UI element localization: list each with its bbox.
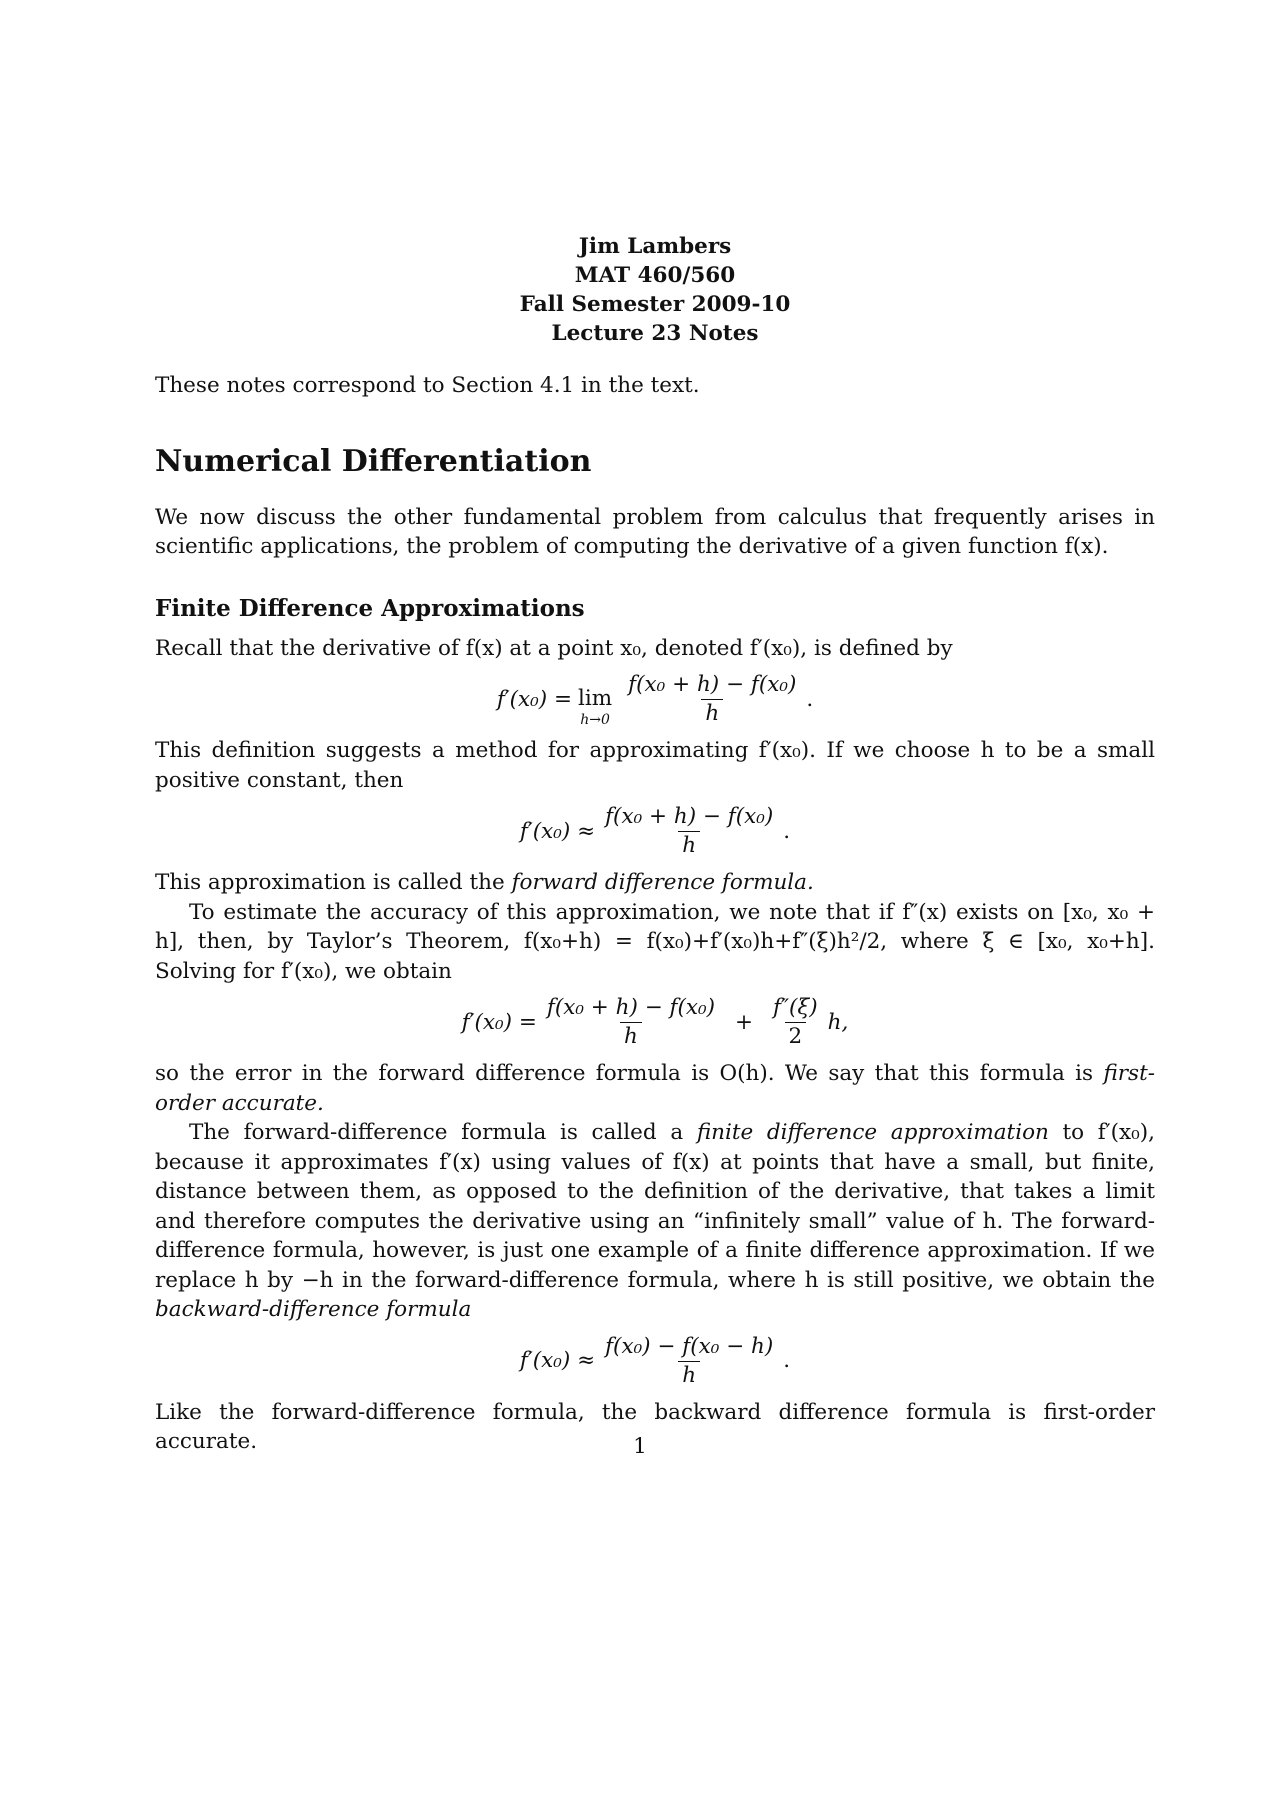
eq3-numerator-2: f″(ξ)	[773, 995, 818, 1020]
error-order-paragraph	[155, 1059, 1155, 1118]
eq1-end: .	[806, 686, 814, 712]
title-block	[155, 232, 1155, 348]
eq1-lim-operator: lim	[578, 685, 613, 711]
eq4-denominator: h	[678, 1361, 700, 1390]
p6-text-b: to f′(x₀), because it approximates f′(x) using values of f(x) at points that have a small, but finite, distance between them, as opposed to the definition of the derivative, that takes a limit and therefore computes the derivative using an “infinitely small” value of h. The forward-difference formula, however, is just one example of a finite difference approximation. If we replace h by −h in the forward-difference formula, where h is still positive, we obtain the	[155, 1120, 1155, 1293]
eq4-numerator: f(x₀) − f(x₀ − h)	[605, 1333, 774, 1359]
forward-difference-paragraph	[155, 868, 1155, 898]
backward-accuracy-paragraph: Like the forward-difference formula, the backward difference formula is first-order accurate.	[155, 1399, 1155, 1454]
section-intro-paragraph: We now discuss the other fundamental problem from calculus that frequently arises in scientific applications, the problem of computing the derivative of a given function f(x).	[155, 504, 1155, 559]
eq2-end: .	[783, 818, 791, 844]
eq4-end: .	[783, 1348, 791, 1374]
intro-paragraph: These notes correspond to Section 4.1 in the text.	[155, 373, 700, 398]
eq3-fraction-1	[543, 994, 719, 1051]
finite-difference-paragraph	[155, 1118, 1155, 1325]
semester: Fall Semester 2009-10	[519, 292, 791, 317]
equation-backward-approx	[155, 1333, 1155, 1390]
eq3-denominator-2: 2	[785, 1022, 807, 1051]
eq2-numerator: f(x₀ + h) − f(x₀)	[605, 804, 774, 829]
eq3-plus: +	[735, 1009, 754, 1035]
eq1-lhs: f′(x₀) =	[496, 686, 573, 712]
eq3-lhs: f′(x₀) =	[461, 1009, 537, 1035]
eq1-fraction	[624, 671, 800, 728]
p3-text: This approximation is called the	[155, 870, 512, 895]
p6-term: finite difference approximation	[696, 1120, 1049, 1145]
equation-forward-approx	[155, 803, 1155, 860]
page-number: 1	[633, 1434, 647, 1459]
eq2-lhs: f′(x₀) ≈	[519, 818, 596, 844]
eq3-denominator-1: h	[620, 1022, 642, 1051]
p6-term-2: backward-difference formula	[155, 1297, 472, 1322]
eq1-lim-subscript: h→0	[580, 711, 610, 728]
p5-text: so the error in the forward difference formula is O(h). We say that this formula is	[155, 1061, 1104, 1086]
lecture-title: Lecture 23 Notes	[551, 321, 759, 346]
eq4-lhs: f′(x₀) ≈	[519, 1348, 596, 1374]
equation-derivative-limit	[155, 671, 1155, 728]
eq2-fraction	[601, 803, 777, 860]
course: MAT 460/560	[574, 263, 736, 288]
subsection-heading: Finite Difference Approximations	[155, 594, 585, 622]
accuracy-paragraph: To estimate the accuracy of this approximation, we note that if f″(x) exists on [x₀, x₀ + h], then, by Taylor’s Theorem, f(x₀+h) = f(x₀)+f′(x₀)h+f″(ξ)h²/2, where ξ ∈ [x₀, x₀+h]. Solving for f′(x₀), we obtain	[155, 899, 1155, 984]
equation-taylor-error	[155, 994, 1155, 1051]
author: Jim Lambers	[578, 234, 732, 259]
eq1-denominator: h	[701, 699, 723, 728]
eq3-fraction-2	[769, 994, 822, 1051]
section-heading: Numerical Differentiation	[155, 443, 592, 479]
eq3-numerator-1: f(x₀ + h) − f(x₀)	[546, 995, 716, 1020]
eq4-fraction	[601, 1333, 777, 1390]
derivative-definition-paragraph: Recall that the derivative of f(x) at a point x₀, denoted f′(x₀), is defined by	[155, 635, 953, 661]
p6-text-a: The forward-difference formula is called a	[189, 1120, 697, 1145]
eq1-numerator: f(x₀ + h) − f(x₀)	[628, 672, 797, 697]
eq1-limit	[578, 672, 612, 728]
eq3-end: h,	[827, 1009, 849, 1035]
p3-term: forward difference formula.	[511, 870, 814, 895]
eq2-denominator: h	[678, 831, 700, 860]
approximation-paragraph: This definition suggests a method for approximating f′(x₀). If we choose h to be a small positive constant, then	[155, 738, 1155, 793]
p5-term: first-order accurate.	[155, 1061, 1155, 1116]
